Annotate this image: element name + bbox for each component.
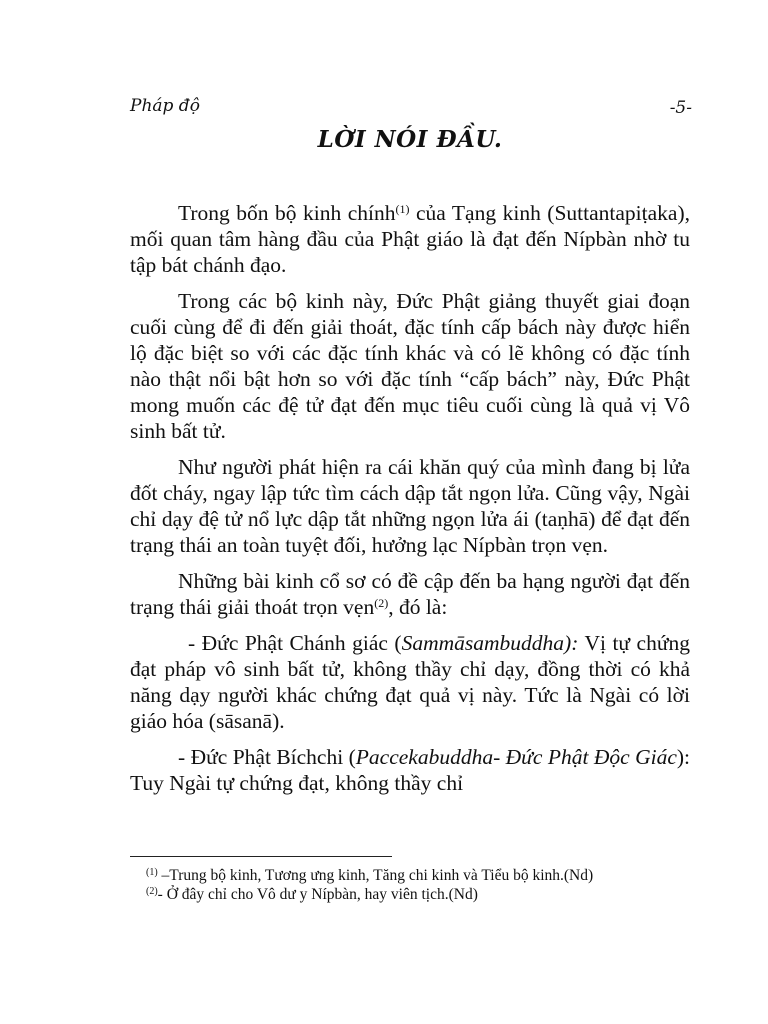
paragraph-4-rest: , đó là: <box>388 595 448 619</box>
paragraph-1-start: Trong bốn bộ kinh chính <box>178 201 396 225</box>
footnote-ref-2: (2) <box>374 596 389 610</box>
footnote-2-text: - Ở đây chỉ cho Vô dư y Nípbàn, hay viên tịch.(Nd) <box>157 886 478 903</box>
paragraph-5-term: Sammāsambuddha): <box>401 631 579 655</box>
page-number: -5- <box>669 98 692 118</box>
paragraph-6-start: - Đức Phật Bíchchi ( <box>178 745 356 769</box>
paragraph-4-start: Những bài kinh cổ sơ có đề cập đến ba hạng người đạt đến trạng thái giải thoát trọn vẹn <box>130 569 690 619</box>
footnote-2-marker: (2) <box>146 886 158 897</box>
running-header-title: Pháp độ <box>130 96 200 116</box>
paragraph-5 <box>130 630 690 734</box>
paragraph-3: Như người phát hiện ra cái khăn quý của mình đang bị lửa đốt cháy, ngay lập tức tìm cách dập tắt ngọn lửa. Cũng vậy, Ngài chỉ dạy đệ tử nổ lực dập tắt những ngọn lửa ái (taṇhā) để đạt đến trạng thái an toàn tuyệt đối, hưởng lạc Nípbàn trọn vẹn. <box>130 455 690 557</box>
footnote-1 <box>130 866 690 885</box>
footnote-ref-1: (1) <box>395 202 410 216</box>
paragraph-2: Trong các bộ kinh này, Đức Phật giảng thuyết giai đoạn cuối cùng để đi đến giải thoát, đặc tính cấp bách này được hiển lộ đặc biệt so với các đặc tính khác và có lẽ không có đặc tính nào thật nổi bật hơn so với đặc tính “cấp bách” này, Đức Phật mong muốn các đệ tử đạt đến mục tiêu cuối cùng là quả vị Vô sinh bất tử. <box>130 289 690 443</box>
footnote-1-text: –Trung bộ kinh, Tương ưng kinh, Tăng chi kinh và Tiểu bộ kinh.(Nd) <box>157 867 594 884</box>
paragraph-1 <box>130 200 690 278</box>
footnote-1-marker: (1) <box>146 867 158 878</box>
paragraph-6-rest: ): Tuy Ngài tự chứng đạt, không thầy chỉ <box>130 745 691 795</box>
paragraph-1-rest: của Tạng kinh (Suttantapiṭaka), mối quan tâm hàng đầu của Phật giáo là đạt đến Nípbàn nhờ tu tập bát chánh đạo. <box>130 201 690 277</box>
chapter-title: LỜI NÓI ĐẦU. <box>317 126 503 153</box>
footnotes <box>130 866 690 904</box>
paragraph-6-term: Paccekabuddha- Đức Phật Độc Giác <box>355 745 677 769</box>
footnote-2 <box>130 885 690 904</box>
main-text <box>130 200 690 806</box>
paragraph-5-rest: Vị tự chứng đạt pháp vô sinh bất tử, không thầy chỉ dạy, đồng thời có khả năng dạy người khác chứng đạt quả vị này. Tức là Ngài có lời giáo hóa (sāsanā). <box>130 631 690 733</box>
paragraph-6 <box>130 744 690 796</box>
paragraph-4 <box>130 568 690 620</box>
paragraph-5-start: - Đức Phật Chánh giác ( <box>188 631 402 655</box>
footnote-divider <box>130 856 392 857</box>
